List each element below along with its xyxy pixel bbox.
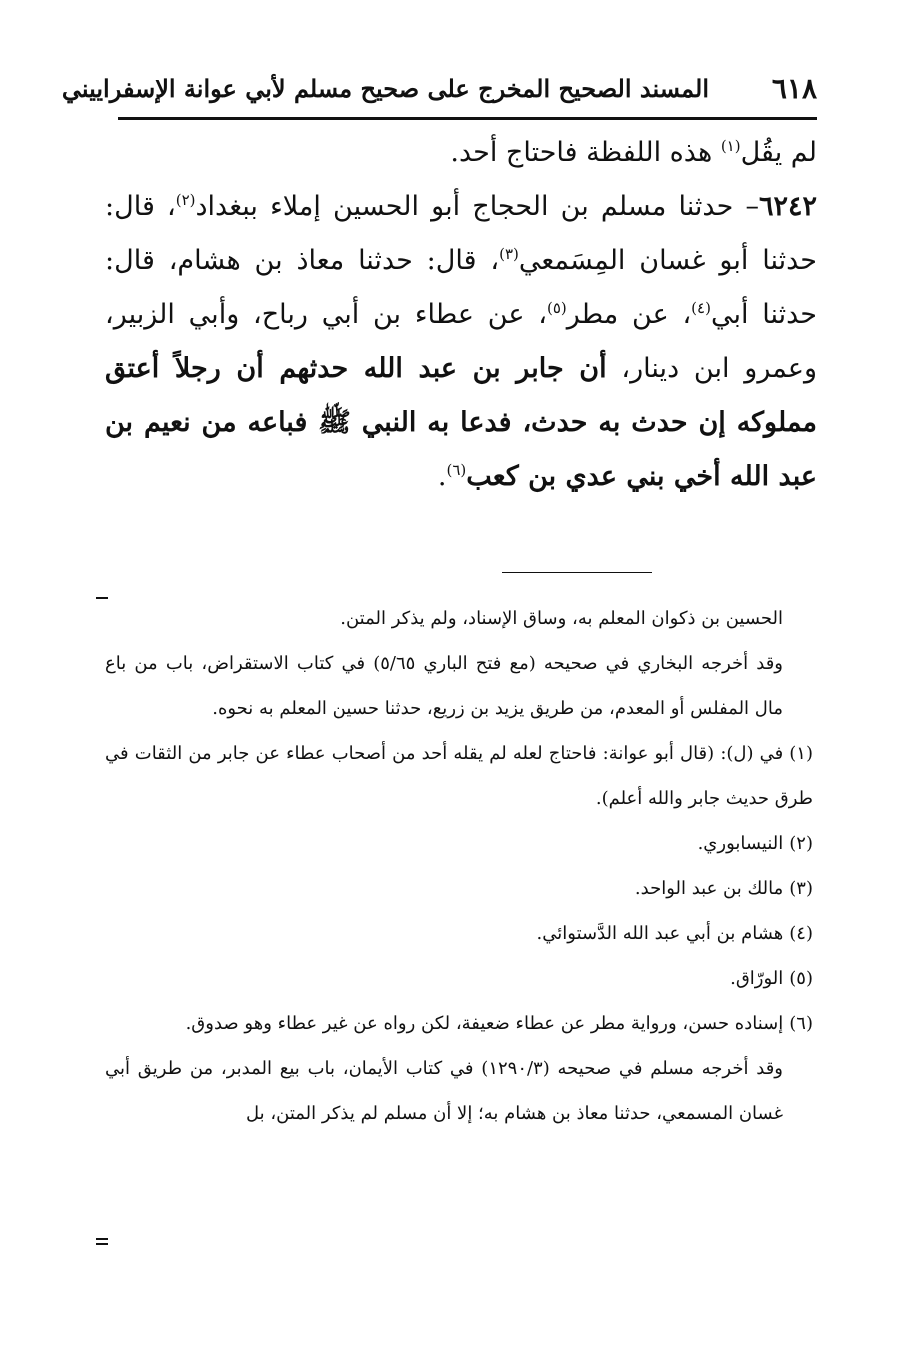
footnote-item: (٥)الورّاق. <box>730 968 813 989</box>
footnote-ref-2: (٢) <box>175 191 196 209</box>
footnotes <box>105 596 813 1136</box>
footnote-continued: الحسين بن ذكوان المعلم به، وساق الإسناد، ولم يذكر المتن. <box>340 608 783 629</box>
footnote-item: (٢)النيسابوري. <box>697 833 813 854</box>
continuation-mark-bottom-2 <box>96 1243 108 1245</box>
footnote-item: (٦)إسناده حسن، ورواية مطر عن عطاء ضعيفة، لكن رواه عن غير عطاء وهو صدوق. <box>185 1013 813 1034</box>
header-rule <box>118 117 817 120</box>
footnote-ref-5: (٥) <box>546 299 567 317</box>
page-number: ٦١٨ <box>771 72 817 105</box>
footnote-ref-1: (١) <box>720 137 741 155</box>
main-text <box>105 126 817 504</box>
footnote-item: (٣)مالك بن عبد الواحد. <box>634 878 813 899</box>
footnote-separator <box>502 572 652 573</box>
hadith-number: ٦٢٤٢ <box>758 191 817 222</box>
footnote-item: (١)في (ل): (قال أبو عوانة: فاحتاج لعله لم يقله أحد من أصحاب عطاء عن جابر من الثقات في طرق حديث جابر والله أعلم). <box>105 743 813 809</box>
footnote-muslim: وقد أخرجه مسلم في صحيحه (١٢٩٠/٣) في كتاب الأيمان، باب بيع المدبر، من طريق أبي غسان المسمعي، حدثنا معاذ بن هشام به؛ إلا أن مسلم لم يذكر المتن، بل <box>105 1058 783 1124</box>
footnote-ref-3: (٣) <box>499 245 519 263</box>
continuation-mark-bottom <box>96 1238 108 1240</box>
page-header <box>61 70 817 114</box>
footnote-ref-4: (٤) <box>691 299 711 317</box>
hadith-matn: أن جابر بن عبد الله حدثهم أن رجلاً أعتق مملوكه إن حدث به حدث، فدعا به النبي ﷺ فباعه من نعيم بن عبد الله أخي بني عدي بن كعب <box>105 353 817 492</box>
running-title: المسند الصحيح المخرج على صحيح مسلم لأبي عوانة الإسفراييني <box>61 74 709 103</box>
footnote-item: (٤)هشام بن أبي عبد الله الدَّستوائي. <box>536 923 813 944</box>
footnote-bukhari: وقد أخرجه البخاري في صحيحه (مع فتح الباري ٥/٦٥) في كتاب الاستقراض، باب من باع مال المفلس أو المعدم، من طريق يزيد بن زريع، حدثنا حسين المعلم به نحوه. <box>105 653 783 719</box>
continuation-line: لم يقُل$^{(١)}$ هذه اللفظة فاحتاج أحد. <box>450 137 817 168</box>
hadith-paragraph: ٦٢٤٢– حدثنا مسلم بن الحجاج أبو الحسين إملاء ببغداد$^{(٢)}$، قال: حدثنا أبو غسان المِسَمعي$^{(٣)}$، قال: حدثنا معاذ بن هشام، قال: حدثنا أبي$^{(٤)}$، عن مطر$^{(٥)}$، عن عطاء بن أبي رباح، وأبي الزبير، وعمرو ابن دينار، أن جابر بن عبد الله حدثهم أن رجلاً أعتق مملوكه إن حدث به حدث، فدعا به النبي ﷺ فباعه من نعيم بن عبد الله أخي بني عدي بن كعب$^{(٦)}$. <box>105 191 817 492</box>
footnote-ref-6: (٦) <box>446 461 467 479</box>
